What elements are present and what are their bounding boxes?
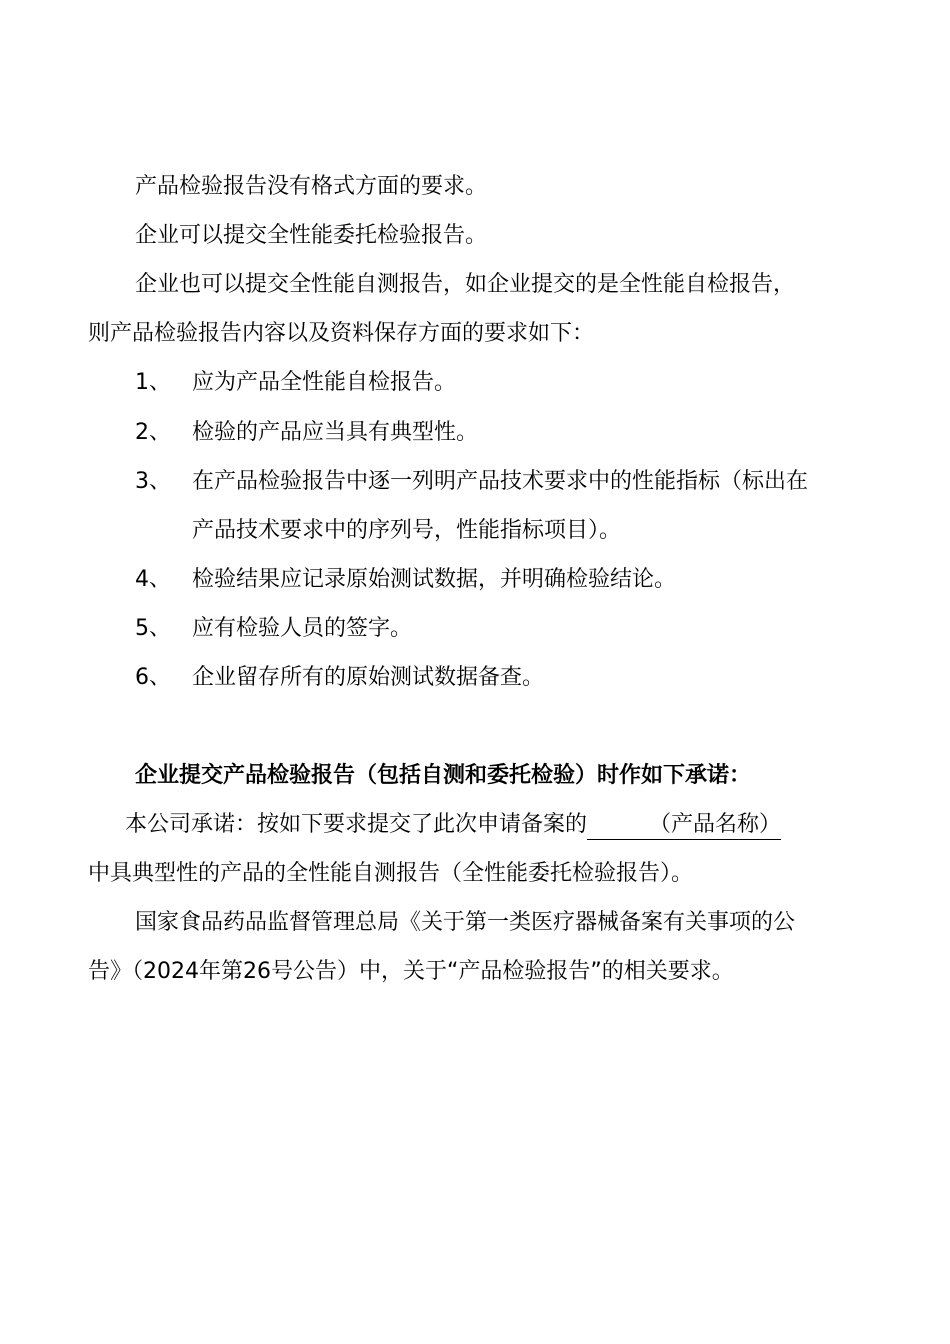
list-item-text: 检验的产品应当具有典型性。: [192, 420, 479, 445]
commitment-line2: 中具典型性的产品的全性能自测报告（全性能委托检验报告）。: [88, 861, 694, 886]
paragraph-format: 产品检验报告没有格式方面的要求。: [135, 174, 488, 199]
list-item-text: 应有检验人员的签字。: [192, 616, 413, 641]
commitment-line1: [125, 810, 781, 840]
reference-line2: 告》（2024年第26号公告）中，关于“产品检验报告”的相关要求。: [88, 959, 734, 984]
list-item-text: 应为产品全性能自检报告。: [192, 370, 457, 395]
commitment-heading: 企业提交产品检验报告（包括自测和委托检验）时作如下承诺：: [135, 763, 752, 788]
list-item-text: 在产品检验报告中逐一列明产品技术要求中的性能指标（标出在: [192, 469, 809, 494]
list-item-number: 3、: [135, 469, 171, 494]
list-item-text-continued: 产品技术要求中的序列号，性能指标项目）。: [192, 518, 622, 543]
list-item-text: 检验结果应记录原始测试数据，并明确检验结论。: [192, 567, 677, 592]
list-item-text: 企业留存所有的原始测试数据备查。: [192, 665, 545, 690]
reference-line1: 国家食品药品监督管理总局《关于第一类医疗器械备案有关事项的公: [135, 910, 796, 935]
list-item-number: 2、: [135, 420, 171, 445]
list-item-number: 1、: [135, 370, 171, 395]
commitment-prefix: 本公司承诺：按如下要求提交了此次申请备案的: [125, 812, 588, 837]
list-item-number: 6、: [135, 665, 171, 690]
paragraph-self-test-line1: 企业也可以提交全性能自测报告，如企业提交的是全性能自检报告，: [135, 272, 796, 297]
list-item-number: 5、: [135, 616, 171, 641]
product-name-blank: （产品名称）: [587, 811, 781, 840]
list-item-number: 4、: [135, 567, 171, 592]
paragraph-entrusted: 企业可以提交全性能委托检验报告。: [135, 223, 488, 248]
paragraph-self-test-line2: 则产品检验报告内容以及资料保存方面的要求如下：: [88, 321, 595, 346]
